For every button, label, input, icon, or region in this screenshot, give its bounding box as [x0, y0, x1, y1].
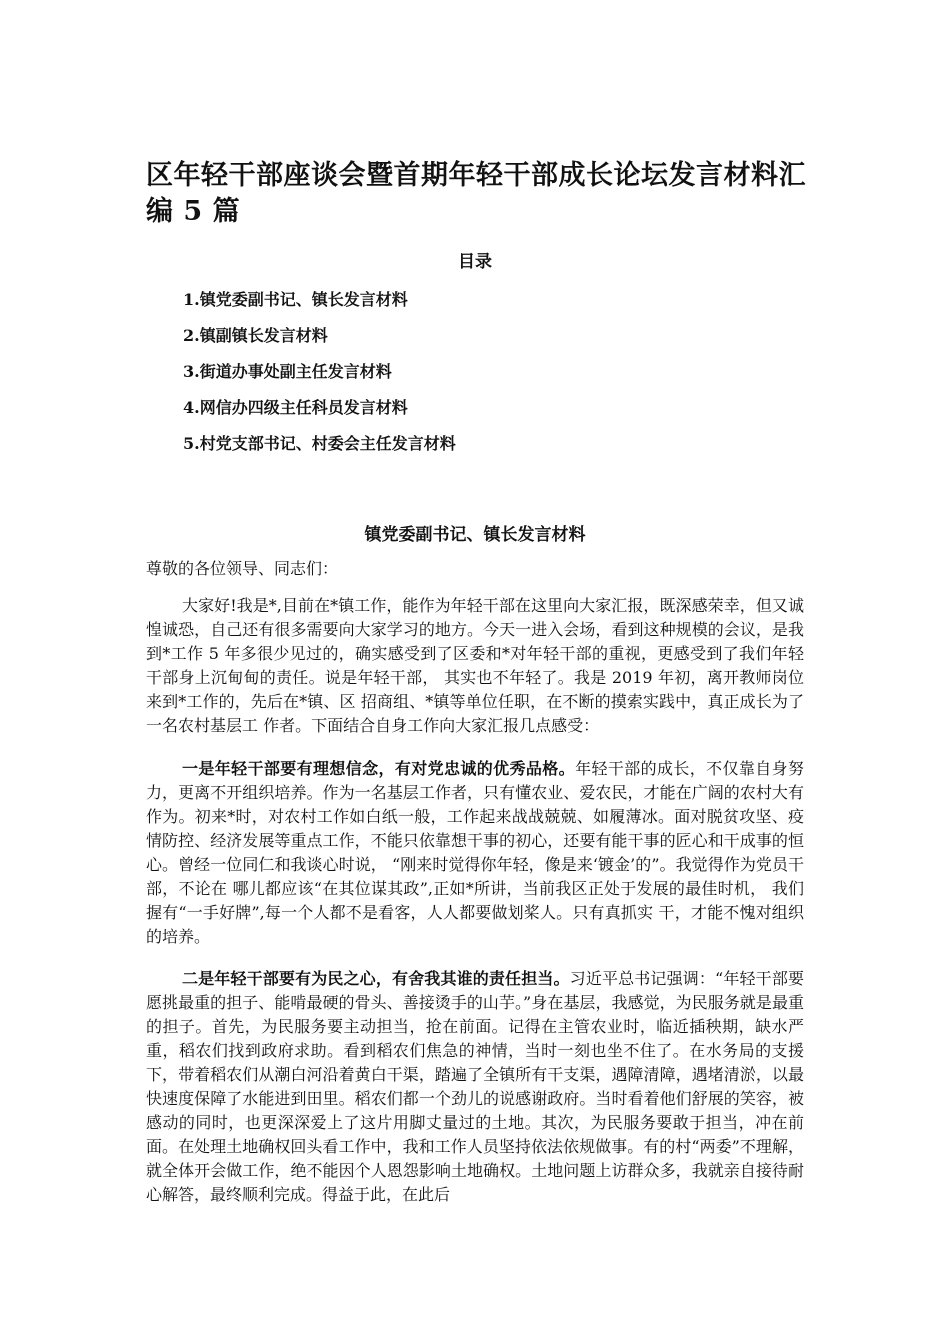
paragraph-text: 大家好!我是*,目前在*镇工作，能作为年轻干部在这里向大家汇报，既深感荣幸，但又诚惶诚恐，自己还有很多需要向大家学习的地方。今天一进入会场，看到这种规模的会议，是我到*工作 5 年多很少见过的，确实感受到了区委和*对年轻干部的重视，更感受到了我们年轻干部身上沉甸甸的责任。说是年轻干部， 其实也不年轻了。我是 2019 年初，离开教师岗位来到*工作的，先后在*镇、区 招商组、*镇等单位任职，在不断的摸索实践中，真正成长为了一名农村基层工 作者。下面结合自身工作向大家汇报几点感受：: [146, 596, 804, 735]
paragraph-lead: 一是年轻干部要有理想信念，有对党忠诚的优秀品格。: [182, 759, 576, 778]
paragraph-lead: 二是年轻干部要有为民之心，有舍我其谁的责任担当。: [182, 969, 570, 988]
section-title: 镇党委副书记、镇长发言材料: [364, 525, 586, 545]
toc-heading: 目录: [458, 252, 492, 272]
salutation: 尊敬的各位领导、同志们：: [146, 559, 339, 578]
toc-item: 3.街道办事处副主任发言材料: [183, 362, 392, 381]
toc-item: 2.镇副镇长发言材料: [183, 326, 328, 345]
paragraph-text: 习近平总书记强调：“年轻干部要愿挑最重的担子、能啃最硬的骨头、善接烫手的山芋。”身在基层，我感觉，为民服务就是最重的担子。首先，为民服务要主动担当，抢在前面。记得在主管农业时，临近插秧期，缺水严重，稻农们找到政府求助。看到稻农们焦急的神情，当时一刻也坐不住了。在水务局的支援下，带着稻农们从潮白河沿着黄白干渠，踏遍了全镇所有干支渠，遇障清障，遇堵清淤，以最快速度保障了水能进到田里。稻农们都一个劲儿的说感谢政府。当时看着他们舒展的笑容，被感动的同时，也更深深爱上了这片用脚丈量过的土地。其次，为民服务要敢于担当，冲在前面。在处理土地确权回头看工作中，我和工作人员坚持依法依规做事。有的村“两委”不理解，就全体开会做工作，绝不能因个人恩怨影响土地确权。土地问题上访群众多，我就亲自接待耐心解答，最终顺利完成。得益于此，在此后: [146, 969, 804, 1204]
paragraph-text: 年轻干部的成长，不仅靠自身努力，更离不开组织培养。作为一名基层工作者，只有懂农业、爱农民，才能在广阔的农村大有作为。初来*时，对农村工作如白纸一般，工作起来战战兢兢、如履薄冰。面对脱贫攻坚、疫情防控、经济发展等重点工作，不能只依靠想干事的初心，还要有能干事的匠心和干成事的恒心。曾经一位同仁和我谈心时说， “刚来时觉得你年轻，像是来‘镀金’的”。我觉得作为党员干部，不论在 哪儿都应该“在其位谋其政”,正如*所讲，当前我区正处于发展的最佳时机， 我们握有“一手好牌”,每一个人都不是看客，人人都要做划桨人。只有真抓实 干，才能不愧对组织的培养。: [146, 759, 804, 946]
toc-item: 4.网信办四级主任科员发言材料: [183, 398, 408, 417]
body-paragraph: [146, 967, 804, 1207]
toc-item: 1.镇党委副书记、镇长发言材料: [183, 290, 408, 309]
toc-item: 5.村党支部书记、村委会主任发言材料: [183, 434, 456, 453]
document-title: 区年轻干部座谈会暨首期年轻干部成长论坛发言材料汇编 5 篇: [146, 160, 806, 227]
table-of-contents: [183, 289, 456, 469]
body-paragraph: [146, 757, 804, 949]
body-paragraph: [146, 594, 804, 738]
